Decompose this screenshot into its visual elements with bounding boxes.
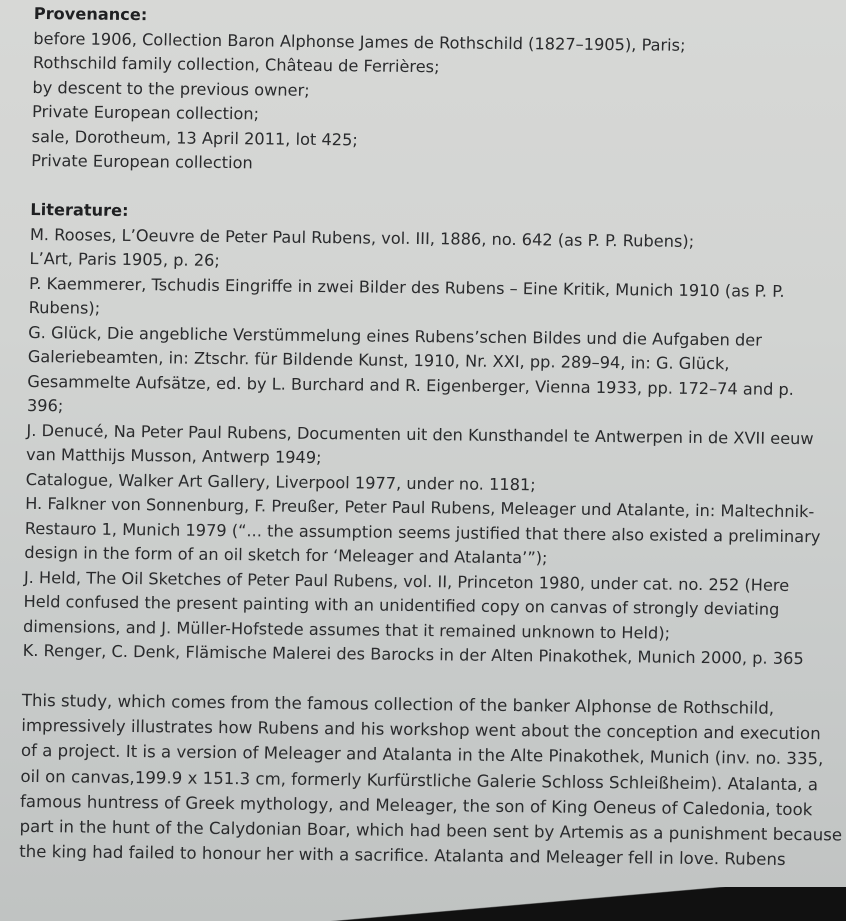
description-line: the king had failed to honour her with a sacrifice. Atalanta and Meleager fell in love. Rubens	[19, 842, 786, 870]
provenance-line: Private European collection	[31, 150, 253, 173]
literature-line: J. Held, The Oil Sketches of Peter Paul Rubens, vol. II, Princeton 1980, under cat. no. 252 (Here	[23, 567, 790, 595]
literature-line: 396;	[26, 395, 64, 416]
literature-line: Restauro 1, Munich 1979 (“... the assumption seems justified that there also existed a preliminary	[24, 518, 821, 546]
description-line: famous huntress of Greek mythology, and Meleager, the son of King Oeneus of Caledonia, took	[19, 791, 813, 820]
provenance-line: Private European collection;	[31, 101, 260, 124]
provenance-list	[31, 26, 834, 181]
provenance-line: sale, Dorotheum, 13 April 2011, lot 425;	[31, 126, 358, 149]
literature-line: Held confused the present painting with an unidentified copy on canvas of strongly deviating	[23, 591, 780, 619]
literature-line: design in the form of an oil sketch for ‘Meleager and Atalanta’”);	[24, 542, 548, 568]
literature-heading: Literature:	[30, 199, 129, 221]
description-line: oil on canvas,199.9 x 151.3 cm, formerly Kurfürstliche Galerie Schloss Schleißheim). Atalanta, a	[20, 766, 819, 794]
description-paragraph	[19, 688, 843, 873]
provenance-line: by descent to the previous owner;	[32, 77, 310, 100]
literature-line: K. Renger, C. Denk, Flämische Malerei des Barocks in der Alten Pinakothek, Munich 2000, p. 365	[22, 640, 804, 669]
literature-line: P. Kaemmerer, Tschudis Eingriffe in zwei Bilder des Rubens – Eine Kritik, Munich 1910 (as P. P.	[28, 273, 785, 301]
literature-line: van Matthijs Musson, Antwerp 1949;	[25, 444, 322, 468]
literature-line: G. Glück, Die angebliche Verstümmelung eines Rubens’schen Bildes und die Aufgaben der	[28, 322, 763, 350]
literature-line: Galeriebeamten, in: Ztschr. für Bildende Kunst, 1910, Nr. XXI, pp. 289–94, in: G. Glück,	[27, 346, 730, 374]
provenance-line: Rothschild family collection, Château de Ferrières;	[32, 52, 440, 77]
literature-line: H. Falkner von Sonnenburg, F. Preußer, Peter Paul Rubens, Meleager und Atalante, in: Maltechnik-	[25, 493, 815, 522]
literature-line: L’Art, Paris 1905, p. 26;	[29, 248, 221, 270]
literature-line: Catalogue, Walker Art Gallery, Liverpool 1977, under no. 1181;	[25, 469, 536, 494]
literature-line: Gesammelte Aufsätze, ed. by L. Burchard and R. Eigenberger, Vienna 1933, pp. 172–74 and p.	[27, 371, 795, 399]
provenance-heading: Provenance:	[33, 3, 148, 25]
description-line: This study, which comes from the famous collection of the banker Alphonse de Rothschild,	[21, 690, 775, 718]
literature-line: M. Rooses, L’Oeuvre de Peter Paul Rubens, vol. III, 1886, no. 642 (as P. P. Rubens);	[29, 224, 695, 251]
description-line: part in the hunt of the Calydonian Boar, which had been sent by Artemis as a punishment because	[19, 816, 843, 845]
catalogue-entry-text	[19, 2, 843, 873]
literature-line: J. Denucé, Na Peter Paul Rubens, Documenten uit den Kunsthandel te Antwerpen in de XVII eeuw	[26, 420, 814, 448]
monitor-bezel	[0, 887, 846, 921]
provenance-line: before 1906, Collection Baron Alphonse James de Rothschild (1827–1905), Paris;	[33, 28, 686, 55]
description-line: of a project. It is a version of Meleager and Atalanta in the Alte Pinakothek, Munich (inv. no. 335,	[20, 741, 824, 769]
literature-line: dimensions, and J. Müller-Hofstede assumes that it remained unknown to Held);	[22, 616, 671, 643]
literature-list	[22, 222, 830, 671]
literature-line: Rubens);	[28, 297, 101, 318]
description-line: impressively illustrates how Rubens and his workshop went about the conception and execution	[21, 716, 821, 744]
